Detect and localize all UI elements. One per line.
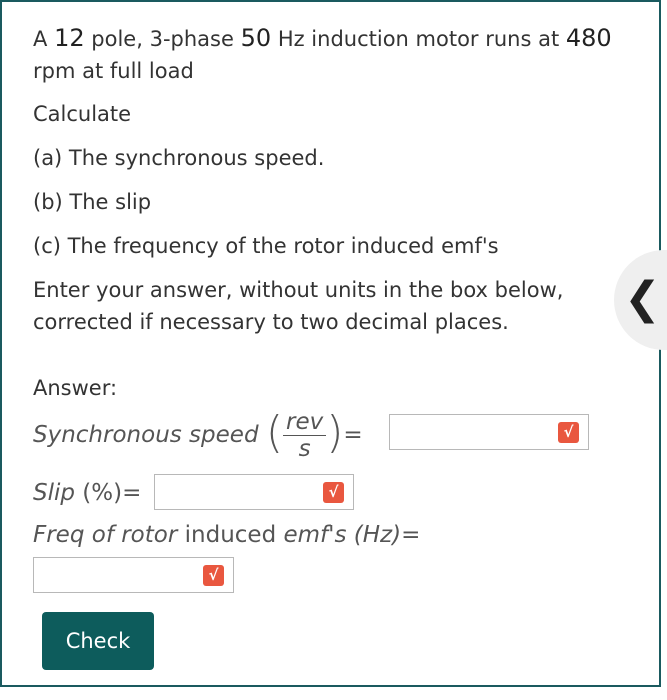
left-paren: ( <box>265 406 284 458</box>
part-c: (c) The frequency of the rotor induced emf's <box>33 234 499 258</box>
freq-label: Freq of rotor <box>33 522 178 548</box>
sync-speed-row <box>33 405 363 465</box>
slip-unit: (%) <box>82 480 123 506</box>
answer-label: Answer: <box>33 376 118 400</box>
sqrt-flag-icon[interactable]: √ <box>558 422 579 443</box>
slip-input[interactable] <box>154 474 354 510</box>
calculate-label: Calculate <box>33 102 132 126</box>
sqrt-flag-icon[interactable]: √ <box>323 482 344 503</box>
freq-input[interactable] <box>33 557 234 593</box>
unit-fraction <box>283 409 326 462</box>
unit-denominator: s <box>298 436 311 462</box>
sync-speed-input[interactable] <box>389 414 589 450</box>
instructions-line-1: Enter your answer, without units in the box below, <box>33 278 564 302</box>
equals-sign: = <box>401 522 421 548</box>
unit-numerator: rev <box>283 409 326 436</box>
freq-label: emf's <box>283 522 347 548</box>
speed-value: 480 <box>565 24 612 52</box>
chevron-left-icon: ❮ <box>624 273 661 324</box>
sqrt-flag-icon[interactable]: √ <box>203 565 224 586</box>
equals-sign: = <box>343 422 363 448</box>
right-paren: ) <box>326 406 344 458</box>
freq-unit: (Hz) <box>353 522 402 548</box>
intro-text: A <box>33 27 48 51</box>
part-b: (b) The slip <box>33 190 152 214</box>
slip-label: Slip <box>33 480 75 506</box>
intro-text: Hz induction motor runs at <box>277 27 560 51</box>
instructions-line-2: corrected if necessary to two decimal places. <box>33 310 509 334</box>
freq-label: induced <box>184 522 277 548</box>
freq-row <box>33 520 420 550</box>
slip-row <box>33 478 141 508</box>
question-line-2: rpm at full load <box>33 59 194 83</box>
sync-speed-label: Synchronous speed <box>33 422 259 448</box>
question-line-1 <box>33 23 612 54</box>
part-a: (a) The synchronous speed. <box>33 146 325 170</box>
intro-text: pole, 3-phase <box>91 27 234 51</box>
poles-value: 12 <box>54 24 85 52</box>
check-button[interactable]: Check <box>42 612 154 670</box>
frequency-value: 50 <box>240 24 272 52</box>
equals-sign: = <box>122 480 142 506</box>
